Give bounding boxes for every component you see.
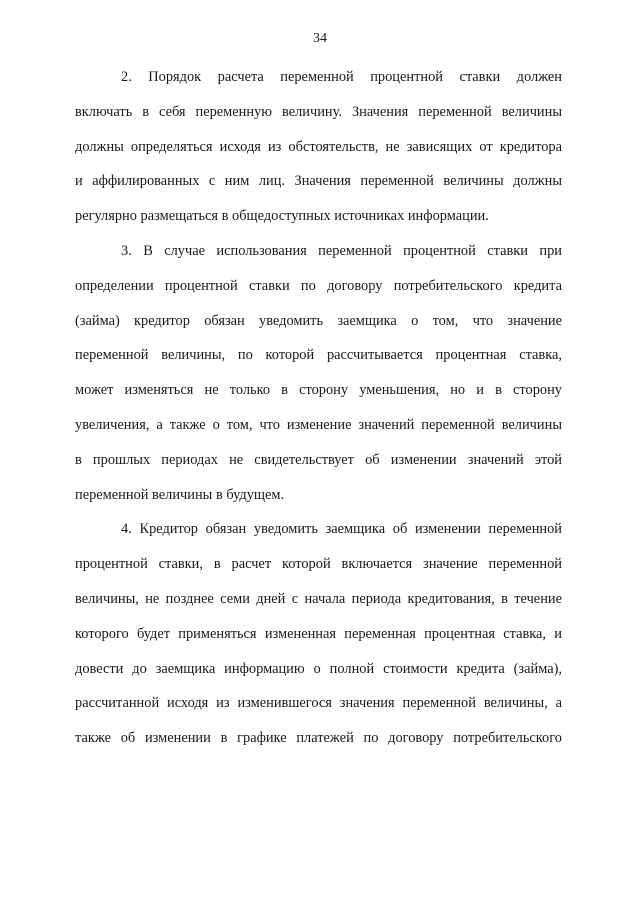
paragraph-line: должны определяться исходя из обстоятельств, не зависящих от кредитора (75, 138, 562, 155)
paragraph-line: включать в себя переменную величину. Значения переменной величины (75, 103, 562, 120)
paragraph-4 (75, 519, 562, 763)
paragraph-line: 4. Кредитор обязан уведомить заемщика об изменении переменной (121, 521, 562, 538)
paragraph-3 (75, 241, 562, 519)
paragraph-line: в прошлых периодах не свидетельствует об изменении значений этой (75, 451, 562, 468)
paragraph-line: рассчитанной исходя из изменившегося значения переменной величины, а (75, 695, 562, 712)
paragraph-line: может изменяться не только в сторону уменьшения, но и в сторону (75, 382, 562, 399)
paragraph-line: переменной величины в будущем. (75, 486, 285, 503)
paragraph-line: переменной величины, по которой рассчитывается процентная ставка, (75, 347, 562, 364)
page-number: 34 (313, 31, 327, 46)
paragraph-line: регулярно размещаться в общедоступных источниках информации. (75, 208, 489, 225)
paragraph-line: (займа) кредитор обязан уведомить заемщика о том, что значение (75, 312, 562, 329)
paragraph-line: 2. Порядок расчета переменной процентной ставки должен (121, 69, 562, 85)
paragraph-line: процентной ставки, в расчет которой включается значение переменной (75, 556, 562, 573)
paragraph-line: довести до заемщика информацию о полной стоимости кредита (займа), (75, 660, 562, 677)
paragraph-line: и аффилированных с ним лиц. Значения переменной величины должны (75, 173, 562, 190)
paragraph-line: которого будет применяться измененная переменная процентная ставка, и (75, 625, 562, 642)
paragraph-line: также об изменении в графике платежей по договору потребительского (75, 730, 562, 747)
paragraph-line: 3. В случае использования переменной процентной ставки при (121, 242, 562, 259)
paragraph-line: определении процентной ставки по договору потребительского кредита (75, 277, 562, 294)
paragraph-line: величины, не позднее семи дней с начала периода кредитования, в течение (75, 590, 562, 607)
paragraph-2 (75, 67, 562, 241)
document-body (75, 67, 562, 763)
paragraph-line: увеличения, а также о том, что изменение значений переменной величины (75, 416, 562, 433)
